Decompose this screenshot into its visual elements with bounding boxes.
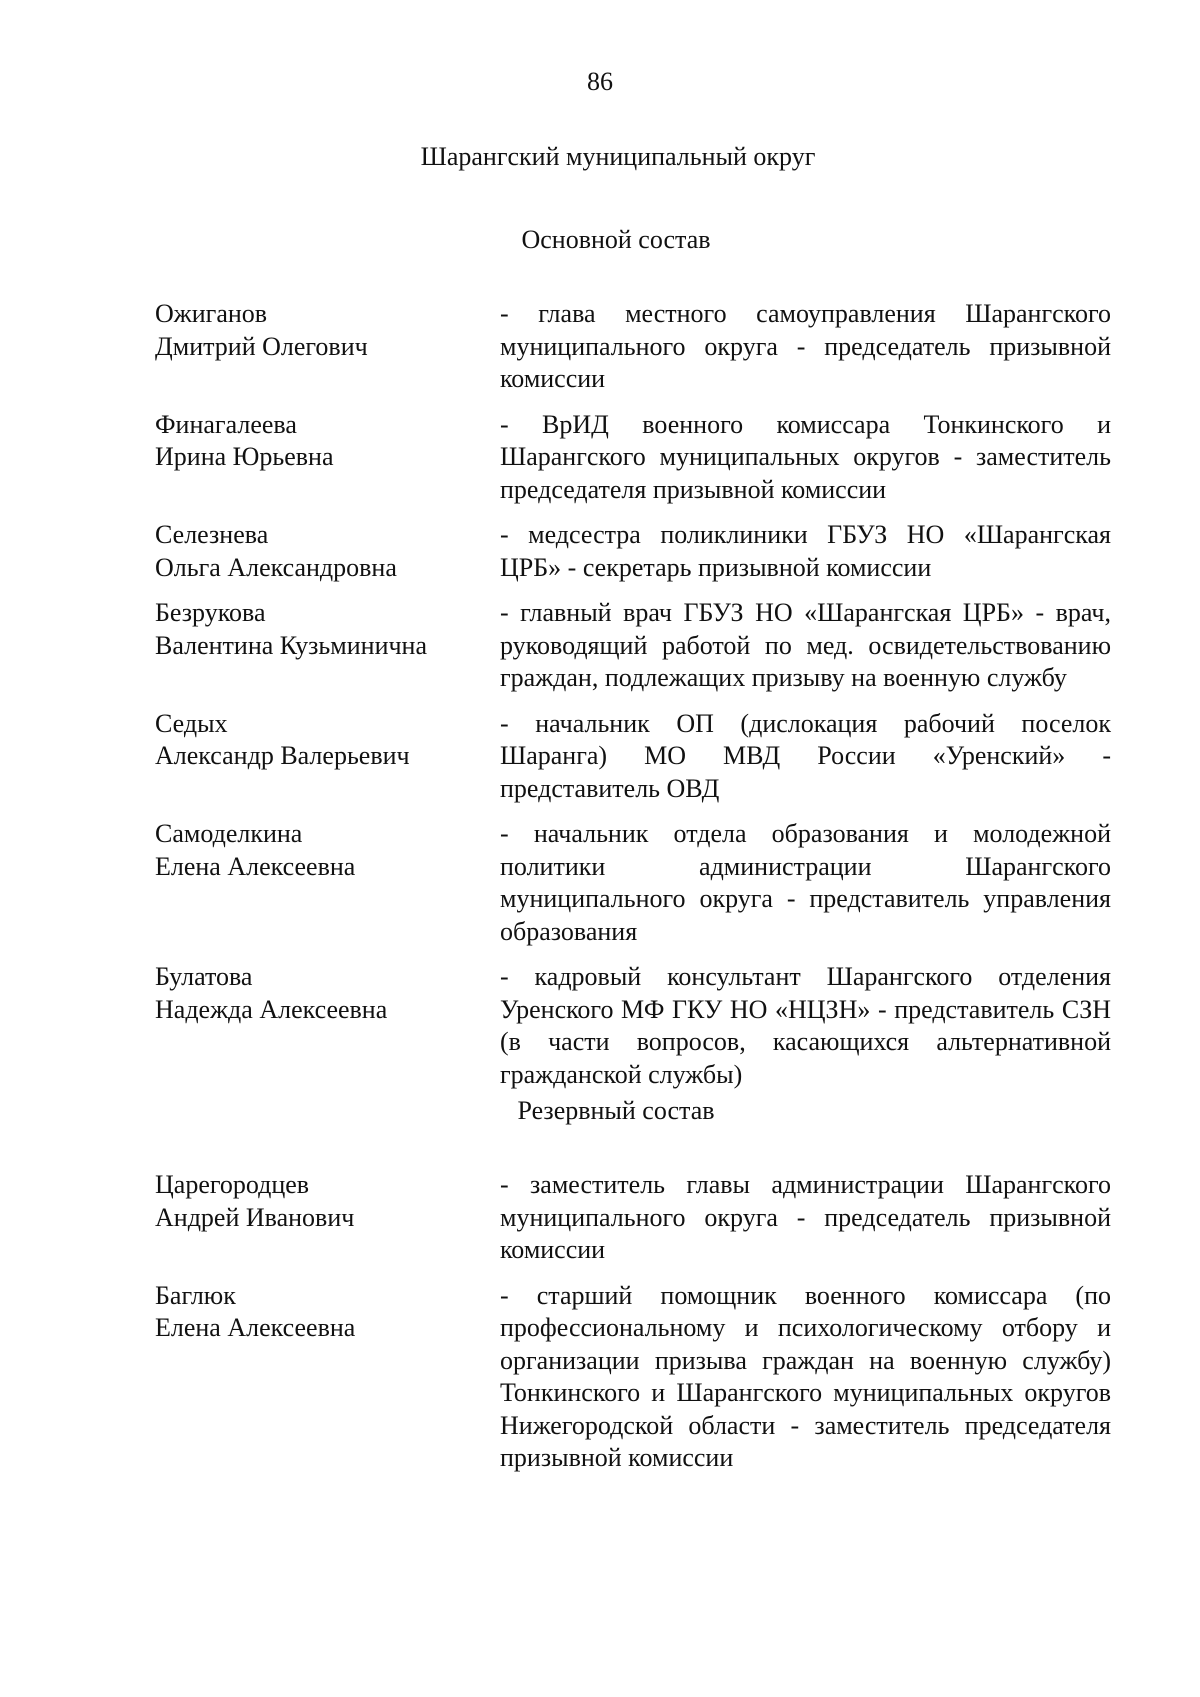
district-title: Шарангский муниципальный округ (420, 142, 816, 171)
member-role: - главный врач ГБУЗ НО «Шарангская ЦРБ» - врач, руководящий работой по мед. освидетельствованию граждан, подлежащих призыву на военную службу (500, 598, 1111, 692)
main-composition-heading: Основной состав (521, 225, 711, 254)
main-composition-list (0, 298, 1200, 1091)
member-surname: Ожиганов (155, 299, 268, 328)
member-row (0, 961, 1200, 1091)
member-given-names: Надежда Алексеевна (155, 994, 388, 1024)
member-role: - ВрИД военного комиссара Тонкинского и Шарангского муниципальных округов - заместитель председателя призывной комиссии (500, 409, 1111, 504)
member-row (0, 1280, 1200, 1475)
member-name (0, 1169, 500, 1267)
member-role: - заместитель главы администрации Шарангского муниципального округа - председатель призывной комиссии (500, 1170, 1111, 1264)
reserve-composition-list (0, 1169, 1200, 1475)
reserve-composition-section (0, 1095, 1200, 1488)
member-row (0, 298, 1200, 396)
member-surname: Финагалеева (155, 409, 297, 439)
member-surname: Булатова (155, 962, 253, 991)
member-name (0, 298, 500, 396)
member-given-names: Елена Алексеевна (155, 1313, 356, 1342)
member-given-names: Валентина Кузьминична (155, 630, 428, 660)
member-surname: Самоделкина (155, 819, 303, 848)
member-row (0, 1169, 1200, 1267)
member-role: - медсестра поликлиники ГБУЗ НО «Шарангская ЦРБ» - секретарь призывной комиссии (500, 520, 1111, 582)
member-name (0, 519, 500, 584)
member-surname: Селезнева (155, 520, 269, 549)
member-name (0, 818, 500, 948)
member-name (0, 1280, 500, 1475)
member-surname: Седых (155, 708, 228, 738)
page-number: 86 (587, 67, 613, 96)
member-name (0, 597, 500, 695)
member-given-names: Андрей Иванович (155, 1202, 355, 1232)
member-role: - начальник ОП (дислокация рабочий поселок Шаранга) МО МВД России «Уренский» - представитель ОВД (500, 708, 1111, 803)
member-given-names: Елена Алексеевна (155, 851, 356, 881)
member-given-names: Александр Валерьевич (155, 741, 410, 770)
member-name (0, 708, 500, 806)
member-role: - глава местного самоуправления Шарангского муниципального округа - председатель призывной комиссии (500, 299, 1111, 393)
member-row (0, 409, 1200, 507)
reserve-composition-heading: Резервный состав (517, 1096, 715, 1125)
member-given-names: Ирина Юрьевна (155, 442, 334, 471)
member-given-names: Ольга Александровна (155, 552, 397, 582)
member-given-names: Дмитрий Олегович (155, 331, 368, 361)
member-row (0, 519, 1200, 584)
main-composition-section (0, 224, 1200, 1104)
member-surname: Царегородцев (155, 1170, 310, 1199)
member-row (0, 597, 1200, 695)
member-role: - кадровый консультант Шарангского отделения Уренского МФ ГКУ НО «НЦЗН» - представитель СЗН (в части вопросов, касающихся альтернативной гражданской службы) (500, 962, 1111, 1089)
member-name (0, 409, 500, 507)
member-role: - старший помощник военного комиссара (по профессиональному и психологическому отбору и организации призыва граждан на военную службу) Тонкинского и Шарангского муниципальных округов Нижегородской области - заместитель председателя призывной комиссии (500, 1280, 1111, 1472)
member-role: - начальник отдела образования и молодежной политики администрации Шарангского муниципального округа - представитель управления образования (500, 819, 1111, 946)
member-name (0, 961, 500, 1091)
member-row (0, 708, 1200, 806)
member-row (0, 818, 1200, 948)
member-surname: Баглюк (155, 1280, 236, 1310)
member-surname: Безрукова (155, 598, 266, 627)
